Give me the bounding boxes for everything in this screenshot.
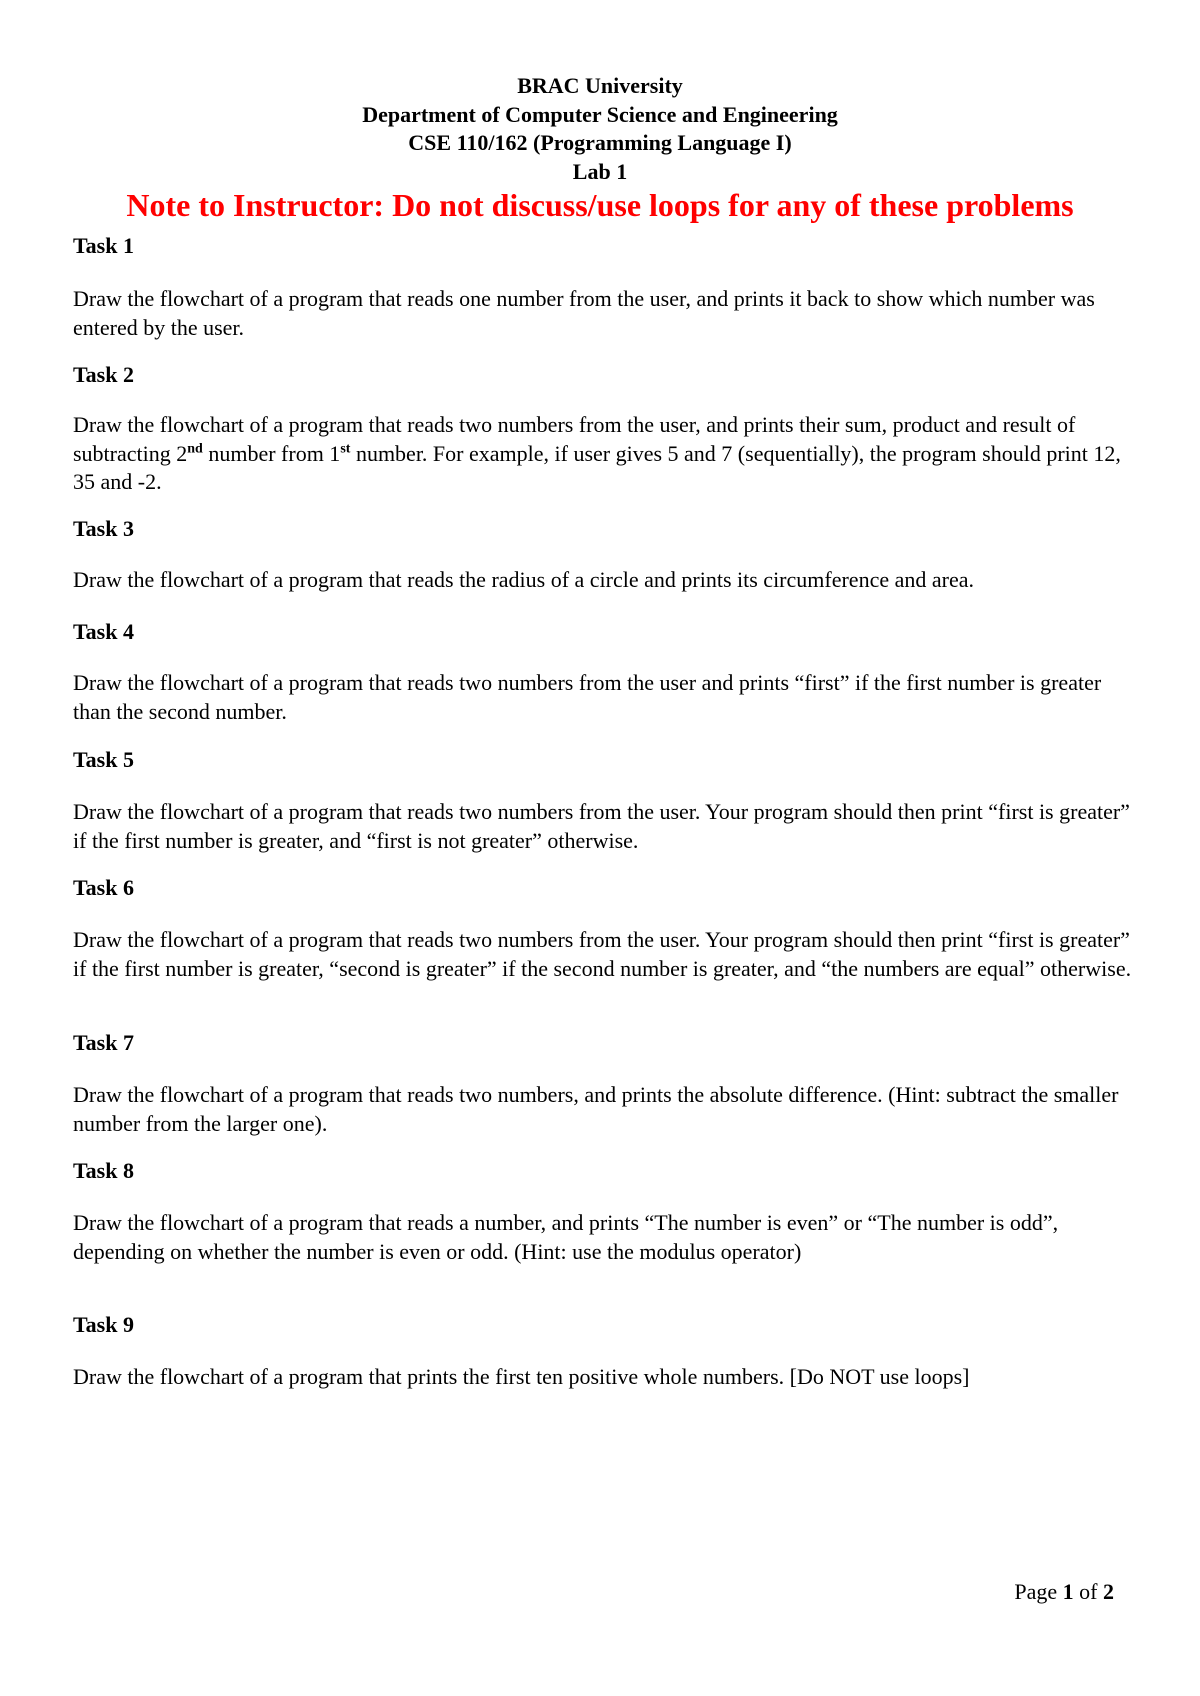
course-title: CSE 110/162 (Programming Language I)	[408, 130, 792, 155]
task-6-text: Draw the flowchart of a program that reads two numbers from the user. Your program should then print “first is greater” if the first number is greater, “second is greater” if the second number is greater, and “the numbers are equal” otherwise.	[73, 927, 1132, 981]
task-6-heading: Task 6	[73, 875, 134, 900]
task-1-text: Draw the flowchart of a program that reads one number from the user, and prints it back to show which number was entered by the user.	[73, 286, 1095, 340]
task-7-heading: Task 7	[73, 1030, 134, 1055]
task-2-sup-st: st	[340, 441, 351, 457]
task-3-text: Draw the flowchart of a program that reads the radius of a circle and prints its circumference and area.	[73, 567, 974, 592]
task-3-heading: Task 3	[73, 516, 134, 541]
task-9-text: Draw the flowchart of a program that prints the first ten positive whole numbers. [Do NOT use loops]	[73, 1364, 970, 1389]
total-pages-number: 2	[1103, 1579, 1114, 1604]
lab-title: Lab 1	[572, 158, 628, 184]
document-header	[0, 72, 1200, 186]
task-4-heading: Task 4	[73, 619, 134, 644]
task-9-heading: Task 9	[73, 1312, 134, 1337]
of-word: of	[1079, 1579, 1098, 1604]
task-2-text-part-3: number. For example, if user gives 5 and 7 (sequentially), the program should print 12, 35 and -2.	[73, 440, 1121, 494]
task-1-heading: Task 1	[73, 233, 134, 258]
university-name: BRAC University	[517, 73, 683, 98]
page-number	[1014, 1578, 1114, 1606]
task-2-heading: Task 2	[73, 362, 134, 387]
task-2-text	[73, 411, 1133, 497]
instructor-note: Note to Instructor: Do not discuss/use loops for any of these problems	[126, 187, 1074, 223]
task-5-heading: Task 5	[73, 747, 134, 772]
page-word: Page	[1014, 1579, 1058, 1604]
task-8-text: Draw the flowchart of a program that reads a number, and prints “The number is even” or “The number is odd”, depending on whether the number is even or odd. (Hint: use the modulus operator)	[73, 1210, 1059, 1264]
task-8-heading: Task 8	[73, 1158, 134, 1183]
task-4-text: Draw the flowchart of a program that reads two numbers from the user and prints “first” if the first number is greater than the second number.	[73, 670, 1102, 724]
current-page-number: 1	[1062, 1579, 1074, 1604]
task-2-text-part-2: number from 1	[202, 440, 341, 466]
task-2-text-part-1: Draw the flowchart of a program that reads two numbers from the user, and prints their sum, product and result of subtracting 2	[73, 412, 1076, 466]
task-2-sup-nd: nd	[187, 441, 203, 457]
task-7-text: Draw the flowchart of a program that reads two numbers, and prints the absolute difference. (Hint: subtract the smaller number from the larger one).	[73, 1082, 1119, 1136]
task-5-text: Draw the flowchart of a program that reads two numbers from the user. Your program should then print “first is greater” if the first number is greater, and “first is not greater” otherwise.	[73, 799, 1130, 853]
department-name: Department of Computer Science and Engineering	[362, 101, 838, 127]
